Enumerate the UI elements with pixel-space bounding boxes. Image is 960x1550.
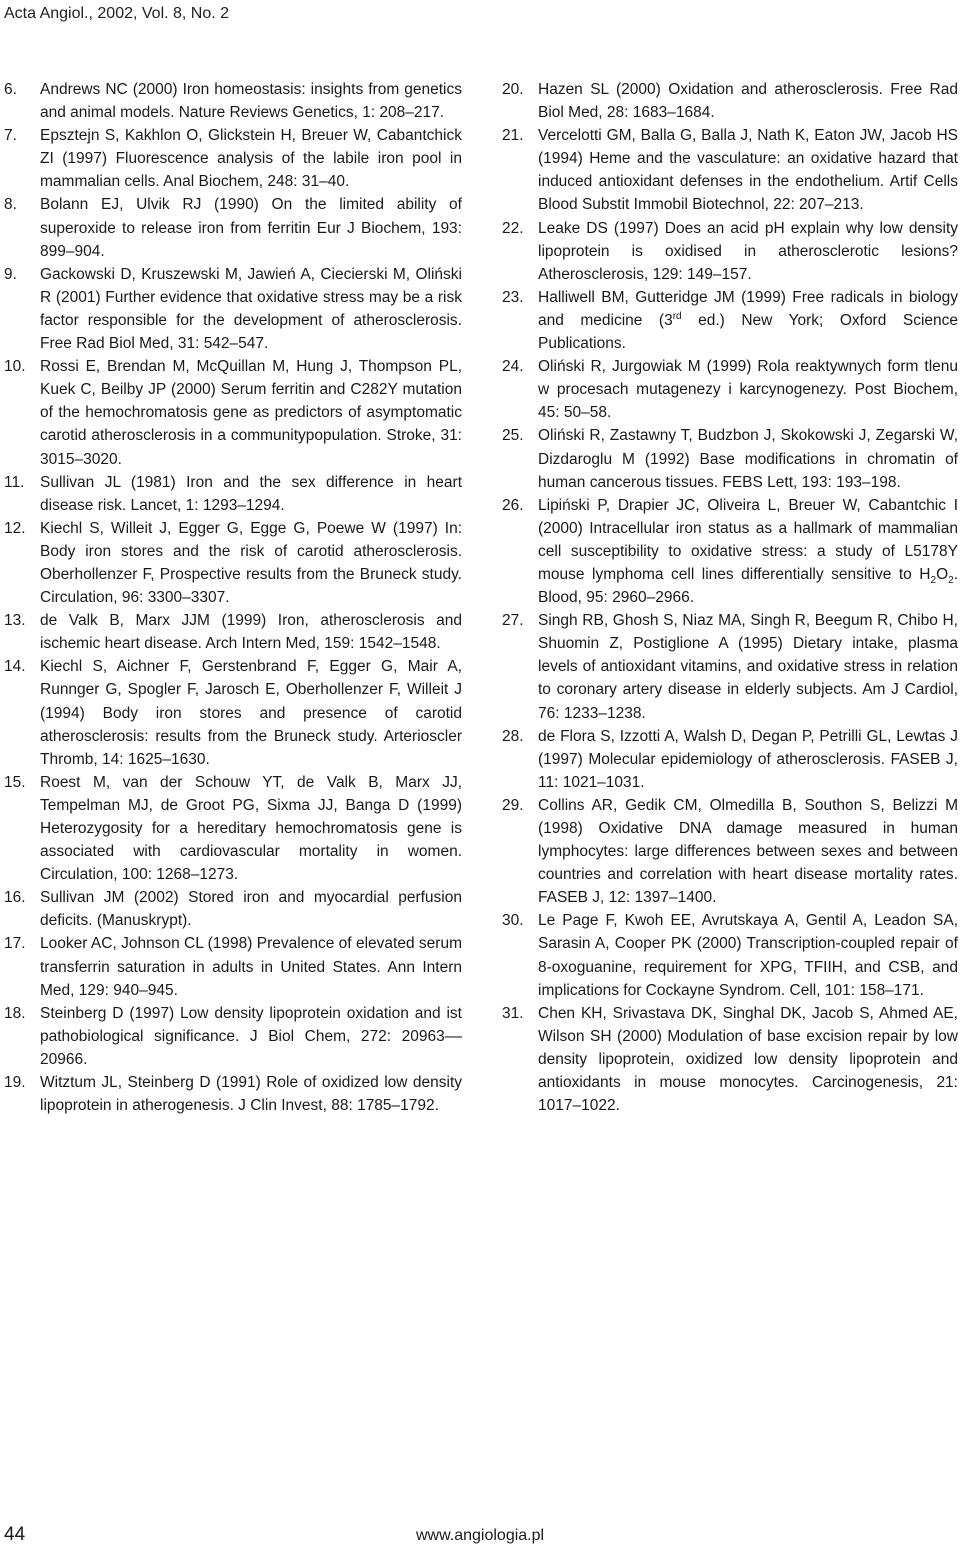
reference-item [0,1002,462,1071]
reference-number: 27. [502,612,524,630]
reference-item [498,725,958,794]
reference-item [0,771,462,886]
reference-item [498,78,958,124]
reference-number: 30. [502,912,524,930]
reference-item [0,124,462,193]
reference-number: 24. [502,358,524,376]
reference-item [498,124,958,216]
reference-text: de Valk B, Marx JJM (1999) Iron, atherosclerosis and ischemic heart disease. Arch Intern Med, 159: 1542–1548. [40,612,462,653]
reference-text: Vercelotti GM, Balla G, Balla J, Nath K, Eaton JW, Jacob HS (1994) Heme and the vasculature: an oxidative hazard that induced antioxidant defenses in the endothelium. Artif Cells Blood Substit Immobil Biotechnol, 22: 207–213. [538,127,958,214]
reference-number: 16. [4,889,26,907]
reference-item [498,1002,958,1117]
reference-text-part: . Blood, 95: 2960–2966. [538,565,958,607]
superscript: rd [672,310,682,322]
reference-number: 11. [4,473,25,491]
reference-item [0,932,462,1001]
reference-item [0,263,462,355]
reference-number: 28. [502,727,524,745]
reference-text: Hazen SL (2000) Oxidation and atherosclerosis. Free Rad Biol Med, 28: 1683–1684. [538,81,958,122]
reference-number: 25. [502,427,524,445]
reference-text: Oliński R, Jurgowiak M (1999) Rola reaktywnych form tlenu w procesach mutagenezy i karcynogenezy. Post Biochem, 45: 50–58. [538,358,958,422]
reference-text-part: ed.) New York; Oxford Science Publications. [538,311,958,353]
reference-text-part: O [936,565,949,583]
reference-number: 14. [4,658,26,676]
reference-item [498,494,958,609]
reference-number: 13. [4,612,26,630]
reference-number: 7. [4,127,17,145]
reference-text [538,497,958,606]
subscript: 2 [948,575,954,587]
reference-number: 8. [4,196,17,214]
reference-text: Le Page F, Kwoh EE, Avrutskaya A, Gentil A, Leadon SA, Sarasin A, Cooper PK (2000) Transcription-coupled repair of 8-oxoguanine, requirement for XPG, TFIIH, and CSB, and implications for Cockayne Syndrom. Cell, 101: 158–171. [538,912,958,999]
reference-text [538,289,958,352]
reference-text: Collins AR, Gedik CM, Olmedilla B, Southon S, Belizzi M (1998) Oxidative DNA damage measured in human lymphocytes: large differences between sexes and between countries and correlation with heart disease mortality rates. FASEB J, 12: 1397–1400. [538,796,958,907]
reference-text: Leake DS (1997) Does an acid pH explain why low density lipoprotein is oxidised in atherosclerotic lesions? Atherosclerosis, 129: 149–157. [538,219,958,283]
reference-item [498,217,958,286]
reference-item [0,517,462,609]
subscript: 2 [930,575,937,587]
reference-item [498,909,958,1001]
reference-item [0,355,462,470]
reference-number: 20. [502,81,524,98]
reference-list-left [0,78,462,1117]
reference-text: Kiechl S, Willeit J, Egger G, Egge G, Poewe W (1997) In: Body iron stores and the risk of carotid atherosclerosis. Oberhollenzer F, Prospective results from the Bruneck study. Circulation, 96: 3300–3307. [40,519,462,607]
reference-number: 29. [502,796,524,814]
reference-text: Looker AC, Johnson CL (1998) Prevalence of elevated serum transferrin saturation in adults in United States. Ann Intern Med, 129: 940–945. [40,935,462,999]
reference-item [498,794,958,909]
reference-number: 21. [502,127,524,145]
reference-text: Oliński R, Zastawny T, Budzbon J, Skokowski J, Zegarski W, Dizdaroglu M (1992) Base modifications in chromatin of human cancerous tissues. FEBS Lett, 193: 193–198. [538,427,958,491]
reference-number: 19. [4,1074,26,1092]
reference-item [0,1071,462,1117]
reference-item [498,355,958,424]
reference-number: 17. [4,935,26,953]
reference-item [498,609,958,724]
reference-item [0,886,462,932]
reference-text: Steinberg D (1997) Low density lipoprotein oxidation and ist pathobiological significance. J Biol Chem, 272: 20963––20966. [40,1004,462,1068]
reference-text: Singh RB, Ghosh S, Niaz MA, Singh R, Beegum R, Chibo H, Shuomin Z, Postiglione A (1995) Dietary intake, plasma levels of antioxidant vitamins, and oxidative stress in relation to coronary artery disease in elderly subjects. Am J Cardiol, 76: 1233–1238. [538,612,958,722]
reference-text: Sullivan JM (2002) Stored iron and myocardial perfusion deficits. (Manuskrypt). [40,889,462,930]
reference-number: 15. [4,773,26,791]
reference-text: de Flora S, Izzotti A, Walsh D, Degan P, Petrilli GL, Lewtas J (1997) Molecular epidemiology of atherosclerosis. FASEB J, 11: 1021–1031. [538,727,958,791]
reference-text: Kiechl S, Aichner F, Gerstenbrand F, Egger G, Mair A, Runnger G, Spogler F, Jarosch E, Oberhollenzer F, Willeit J (1994) Body iron stores and presence of carotid atherosclerosis: results from the Bruneck study. Arterioscler Thromb, 14: 1625–1630. [40,658,462,768]
reference-text: Sullivan JL (1981) Iron and the sex difference in heart disease risk. Lancet, 1: 1293–1294. [40,473,462,514]
reference-number: 22. [502,219,524,237]
reference-list-right [498,78,958,1117]
reference-text: Gackowski D, Kruszewski M, Jawień A, Ciecierski M, Oliński R (2001) Further evidence that oxidative stress may be a risk factor responsible for the development of atherosclerosis. Free Rad Biol Med, 31: 542–547. [40,265,462,353]
reference-text: Chen KH, Srivastava DK, Singhal DK, Jacob S, Ahmed AE, Wilson SH (2000) Modulation of base excision repair by low density lipoprotein, oxidized low density lipoprotein and antioxidants in mouse monocytes. Carcinogenesis, 21: 1017–1022. [538,1004,958,1115]
reference-number: 10. [4,358,26,376]
reference-text: Rossi E, Brendan M, McQuillan M, Hung J, Thompson PL, Kuek C, Beilby JP (2000) Serum ferritin and C282Y mutation of the hemochromatosis gene as predictors of asymptomatic carotid atherosclerosis in a communitypopulation. Stroke, 31: 3015–3020. [40,358,462,468]
reference-text: Andrews NC (2000) Iron homeostasis: insights from genetics and animal models. Nature Reviews Genetics, 1: 208–217. [40,81,462,122]
reference-item [0,78,462,124]
reference-number: 9. [4,265,17,283]
page-number: 44 [4,1524,26,1545]
reference-number: 12. [4,519,26,537]
reference-item [0,655,462,770]
website-link[interactable]: www.angiologia.pl [416,1527,545,1544]
reference-text: Witztum JL, Steinberg D (1991) Role of oxidized low density lipoprotein in atherogenesis. J Clin Invest, 88: 1785–1792. [40,1074,462,1115]
reference-text: Epsztejn S, Kakhlon O, Glickstein H, Breuer W, Cabantchick ZI (1997) Fluorescence analysis of the labile iron pool in mammalian cells. Anal Biochem, 248: 31–40. [40,127,462,191]
reference-number: 6. [4,81,17,98]
reference-number: 31. [502,1004,524,1022]
reference-text: Roest M, van der Schouw YT, de Valk B, Marx JJ, Tempelman MJ, de Groot PG, Sixma JJ, Banga D (1999) Heterozygosity for a hereditary hemochromatosis gene is associated with cardiovascular mortality in women. Circulation, 100: 1268–1273. [40,773,462,884]
reference-text-part: Halliwell BM, Gutteridge JM (1999) Free radicals in biology and medicine (3 [538,288,958,329]
running-head: Acta Angiol., 2002, Vol. 8, No. 2 [4,5,230,22]
reference-number: 26. [502,496,524,514]
reference-item [498,286,958,355]
reference-text: Bolann EJ, Ulvik RJ (1990) On the limited ability of superoxide to release iron from ferritin Eur J Biochem, 193: 899–904. [40,196,462,260]
reference-text-part: Lipiński P, Drapier JC, Oliveira L, Breuer W, Cabantchic I (2000) Intracellular iron status as a hallmark of mammalian cell susceptibility to oxidative stress: a study of L5178Y mouse lymphoma cell lines differentially sensitive to H [538,496,958,583]
reference-item [0,471,462,517]
reference-item [0,609,462,655]
reference-number: 23. [502,288,524,306]
reference-item [0,193,462,262]
reference-item [498,424,958,493]
reference-number: 18. [4,1004,26,1022]
